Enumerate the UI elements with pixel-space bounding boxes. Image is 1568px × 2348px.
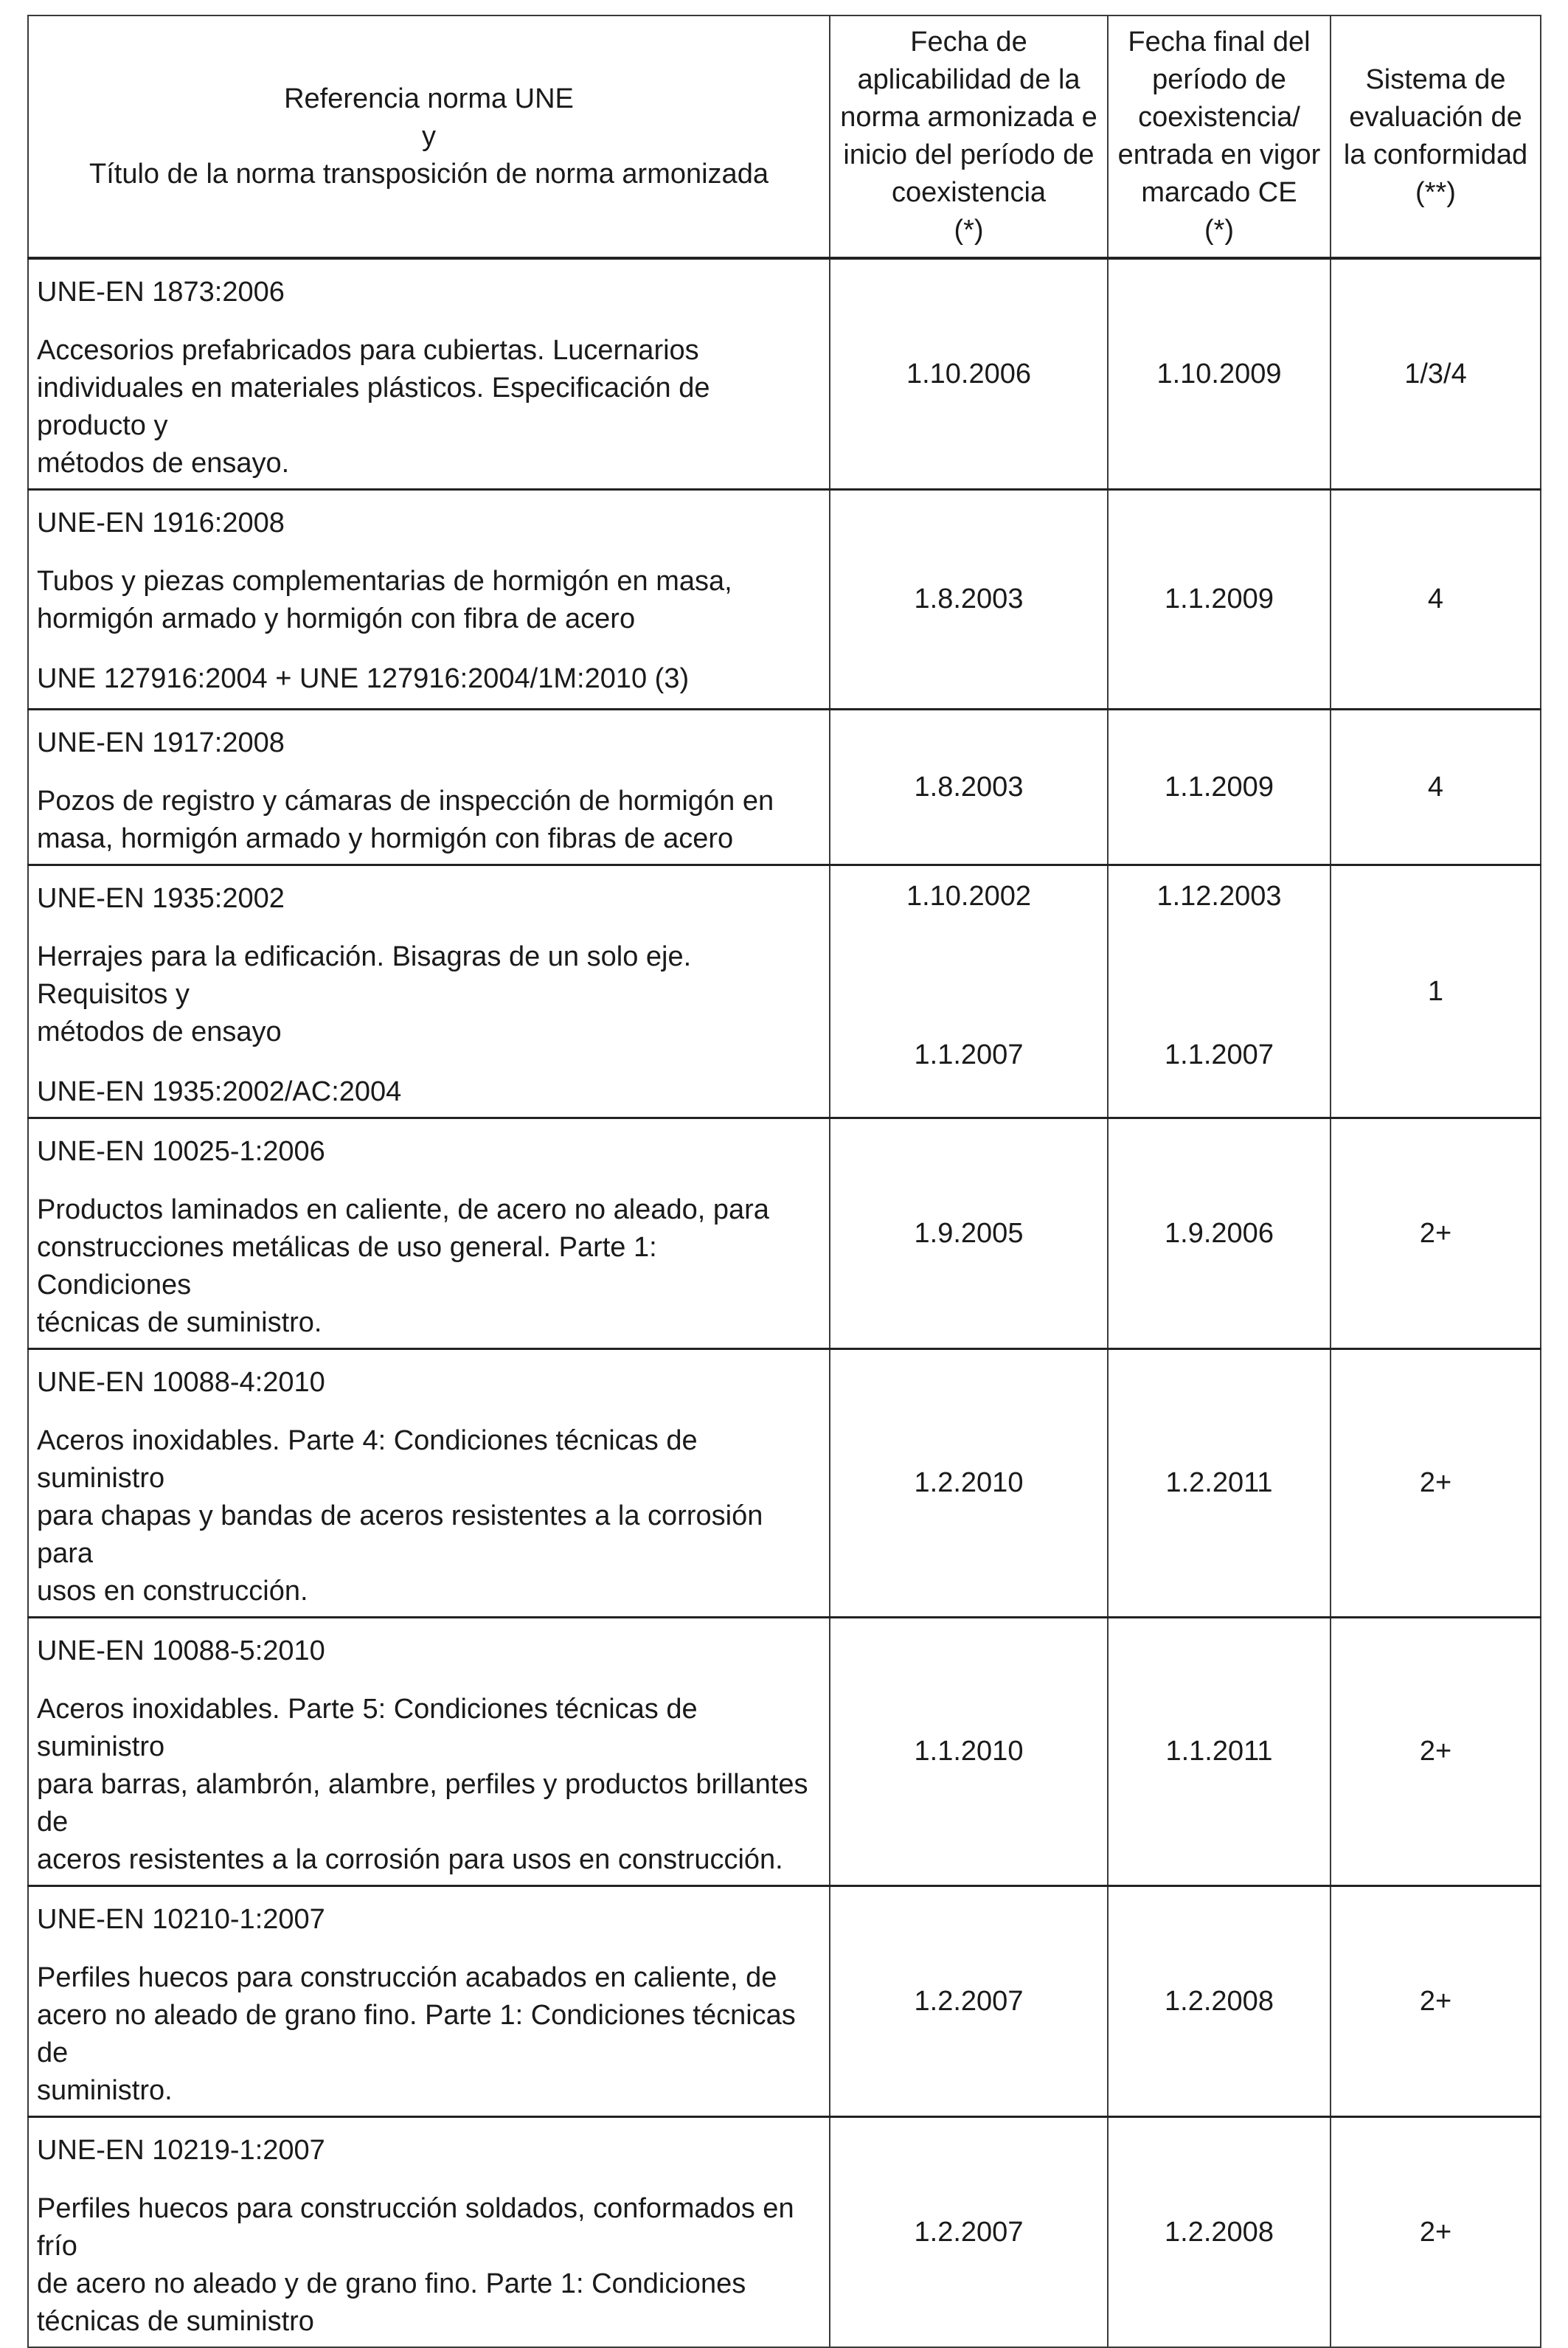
header-line: coexistencia — [891, 177, 1047, 208]
standard-code: UNE-EN 1935:2002 — [37, 883, 285, 914]
standard-code-amendment: UNE 127916:2004 + UNE 127916:2004/1M:2010 (3) — [37, 663, 690, 694]
reference-cell — [28, 865, 830, 1118]
reference-cell — [28, 1118, 830, 1349]
title-line: Tubos y piezas complementarias de hormigón en masa, — [37, 566, 732, 597]
header-line: norma armonizada e — [840, 102, 1097, 133]
reference-cell — [28, 1349, 830, 1618]
title-line: técnicas de suministro. — [37, 1307, 322, 1338]
table-header-row — [28, 15, 1541, 258]
title-line: acero no aleado de grano fino. Parte 1: Condiciones técnicas de — [37, 2000, 796, 2068]
title-line: para barras, alambrón, alambre, perfiles y productos brillantes de — [37, 1769, 808, 1838]
applicability-date-amendment: 1.1.2007 — [914, 1039, 1024, 1070]
reference-cell — [28, 1618, 830, 1886]
table-row — [28, 710, 1541, 865]
title-line: masa, hormigón armado y hormigón con fibras de acero — [37, 823, 734, 854]
header-line: la conformidad — [1343, 139, 1528, 170]
title-line: Herrajes para la edificación. Bisagras de un solo eje. Requisitos y — [37, 941, 692, 1010]
conformity-system: 1 — [1331, 865, 1541, 1118]
standard-title — [37, 1691, 816, 1879]
end-date: 1.2.2008 — [1108, 2117, 1331, 2348]
standard-title — [37, 1191, 816, 1342]
title-line: Aceros inoxidables. Parte 4: Condiciones técnicas de suministro — [37, 1425, 698, 1494]
title-line: Aceros inoxidables. Parte 5: Condiciones técnicas de suministro — [37, 1694, 698, 1762]
table-row — [28, 1118, 1541, 1349]
header-line: período de — [1152, 64, 1286, 95]
conformity-system: 2+ — [1331, 2117, 1541, 2348]
table-row — [28, 1618, 1541, 1886]
end-date: 1.1.2009 — [1108, 490, 1331, 710]
standard-title — [37, 563, 816, 638]
header-conformity-system — [1331, 15, 1541, 258]
conformity-system: 2+ — [1331, 1886, 1541, 2117]
end-date: 1.2.2008 — [1108, 1886, 1331, 2117]
applicability-date: 1.1.2010 — [830, 1618, 1108, 1886]
header-line: coexistencia/ — [1138, 102, 1300, 133]
standard-code: UNE-EN 10219-1:2007 — [37, 2135, 325, 2166]
header-line: y — [422, 120, 436, 152]
header-end-date — [1108, 15, 1331, 258]
end-date: 1.12.2003 — [1156, 881, 1282, 912]
header-applicability-date — [830, 15, 1108, 258]
standard-title — [37, 938, 816, 1051]
reference-cell — [28, 710, 830, 865]
applicability-date: 1.2.2007 — [830, 1886, 1108, 2117]
standard-code: UNE-EN 10088-4:2010 — [37, 1367, 325, 1398]
title-line: suministro. — [37, 2075, 173, 2106]
header-line: Título de la norma transposición de norma armonizada — [89, 158, 769, 190]
title-line: Pozos de registro y cámaras de inspección de hormigón en — [37, 786, 774, 817]
applicability-date: 1.9.2005 — [830, 1118, 1108, 1349]
applicability-date-cell — [830, 865, 1108, 1118]
header-line: Fecha final del — [1128, 27, 1311, 58]
header-line: Sistema de — [1365, 64, 1506, 95]
title-line: métodos de ensayo. — [37, 448, 290, 479]
standard-title — [37, 2190, 816, 2341]
standard-title — [37, 1959, 816, 2110]
applicability-date: 1.10.2006 — [830, 258, 1108, 490]
header-line: evaluación de — [1349, 102, 1522, 133]
conformity-system: 4 — [1331, 490, 1541, 710]
table-row — [28, 258, 1541, 490]
conformity-system: 2+ — [1331, 1349, 1541, 1618]
end-date-cell — [1108, 865, 1331, 1118]
standard-code-amendment: UNE-EN 1935:2002/AC:2004 — [37, 1076, 402, 1107]
applicability-date: 1.2.2010 — [830, 1349, 1108, 1618]
title-line: Perfiles huecos para construcción soldados, conformados en frío — [37, 2193, 794, 2262]
title-line: hormigón armado y hormigón con fibra de acero — [37, 603, 636, 634]
header-line: aplicabilidad de la — [857, 64, 1080, 95]
reference-cell — [28, 1886, 830, 2117]
table-row — [28, 2117, 1541, 2348]
header-line: inicio del período de — [843, 139, 1095, 170]
end-date: 1.2.2011 — [1108, 1349, 1331, 1618]
title-line: construcciones metálicas de uso general. Parte 1: Condiciones — [37, 1232, 657, 1301]
standard-code: UNE-EN 1916:2008 — [37, 508, 285, 538]
title-line: de acero no aleado y de grano fino. Parte 1: Condiciones — [37, 2268, 746, 2299]
conformity-system: 4 — [1331, 710, 1541, 865]
applicability-date: 1.8.2003 — [830, 710, 1108, 865]
title-line: aceros resistentes a la corrosión para usos en construcción. — [37, 1844, 783, 1875]
standard-code: UNE-EN 1917:2008 — [37, 727, 285, 758]
standard-title — [37, 1422, 816, 1610]
title-line: Productos laminados en caliente, de acero no aleado, para — [37, 1194, 769, 1225]
title-line: técnicas de suministro — [37, 2306, 314, 2337]
conformity-system: 1/3/4 — [1331, 258, 1541, 490]
header-line: marcado CE — [1141, 177, 1297, 208]
title-line: métodos de ensayo — [37, 1017, 282, 1047]
applicability-date: 1.8.2003 — [830, 490, 1108, 710]
header-line: entrada en vigor — [1117, 139, 1321, 170]
reference-cell — [28, 490, 830, 710]
table-row — [28, 1886, 1541, 2117]
reference-cell — [28, 258, 830, 490]
applicability-date: 1.10.2002 — [906, 881, 1032, 912]
standard-code: UNE-EN 10025-1:2006 — [37, 1136, 325, 1167]
end-date: 1.1.2009 — [1108, 710, 1331, 865]
header-reference-title — [28, 15, 830, 258]
conformity-system: 2+ — [1331, 1618, 1541, 1886]
header-line: (**) — [1415, 177, 1456, 208]
standard-code: UNE-EN 10210-1:2007 — [37, 1904, 325, 1935]
applicability-date: 1.2.2007 — [830, 2117, 1108, 2348]
header-line: Fecha de — [910, 27, 1027, 58]
end-date-amendment: 1.1.2007 — [1165, 1039, 1274, 1070]
header-line: (*) — [1204, 215, 1235, 246]
header-line: Referencia norma UNE — [284, 83, 574, 114]
title-line: Perfiles huecos para construcción acabados en caliente, de — [37, 1962, 777, 1993]
table-row — [28, 490, 1541, 710]
title-line: Accesorios prefabricados para cubiertas. Lucernarios — [37, 335, 699, 366]
standard-title — [37, 332, 816, 482]
harmonized-standards-table — [27, 15, 1541, 2348]
table-row — [28, 1349, 1541, 1618]
title-line: individuales en materiales plásticos. Especificación de producto y — [37, 373, 710, 441]
standard-code: UNE-EN 10088-5:2010 — [37, 1635, 325, 1666]
title-line: usos en construcción. — [37, 1576, 308, 1607]
reference-cell — [28, 2117, 830, 2348]
end-date: 1.1.2011 — [1108, 1618, 1331, 1886]
end-date: 1.9.2006 — [1108, 1118, 1331, 1349]
standard-title — [37, 783, 816, 858]
conformity-system: 2+ — [1331, 1118, 1541, 1349]
title-line: para chapas y bandas de aceros resistentes a la corrosión para — [37, 1500, 763, 1569]
standard-code: UNE-EN 1873:2006 — [37, 277, 285, 308]
end-date: 1.10.2009 — [1108, 258, 1331, 490]
header-line: (*) — [954, 215, 984, 246]
table-row — [28, 865, 1541, 1118]
